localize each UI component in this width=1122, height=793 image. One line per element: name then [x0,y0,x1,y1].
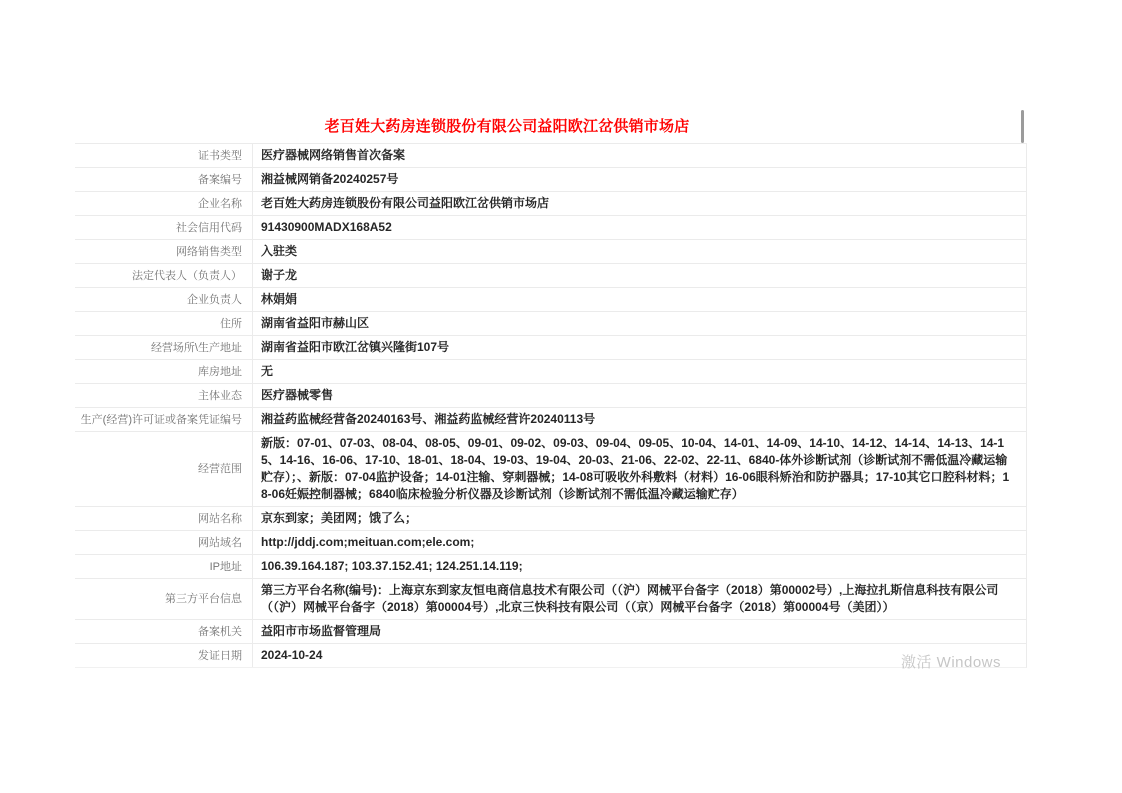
table-row [75,263,1026,287]
activate-windows-watermark: 激活 Windows [901,654,1002,671]
field-value: 新版：07-01、07-03、08-04、08-05、09-01、09-02、09-03、09-04、09-05、10-04、14-01、14-09、14-10、14-12、14-14、14-13、14-15、14-16、16-06、17-10、18-01、18-04、19-03、19-04、20-03、21-06、22-02、22-11、6840-体外诊断试剂（诊断试剂不需低温冷藏运输贮存）；、新版：07-04监护设备；14-01注输、穿刺器械；14-08可吸收外科敷料（材料）16-06眼科矫治和防护器具；17-10其它口腔科材料；18-06妊娠控制器械；6840临床检验分析仪器及诊断试剂（诊断试剂不需低温冷藏运输贮存） [261,436,1010,501]
table-row [75,287,1026,311]
table-row [75,143,1026,167]
field-value: 91430900MADX168A52 [261,220,392,234]
table-row [75,530,1026,554]
page-title: 老百姓大药房连锁股份有限公司益阳欧江岔供销市场店 [324,118,690,135]
field-value: 入驻类 [261,244,298,258]
field-label: 企业负责人 [75,288,253,311]
field-value: 老百姓大药房连锁股份有限公司益阳欧江岔供销市场店 [261,196,550,210]
field-value: 谢子龙 [261,268,298,282]
filing-table [75,143,1027,668]
field-value: 湖南省益阳市欧江岔镇兴隆街107号 [261,340,450,354]
field-value: 2024-10-24 [261,648,323,662]
field-value: 106.39.164.187; 103.37.152.41; 124.251.14.119; [261,559,523,573]
field-label: 企业名称 [75,192,253,215]
table-row [75,407,1026,431]
field-label: 备案机关 [75,620,253,643]
field-label: 生产(经营)许可证或备案凭证编号 [75,408,253,431]
field-label: 社会信用代码 [75,216,253,239]
field-value: 湖南省益阳市赫山区 [261,316,370,330]
field-value: 林娟娟 [261,292,298,306]
table-row [75,167,1026,191]
table-row [75,239,1026,263]
field-value: 京东到家；美团网；饿了么； [261,511,418,525]
field-label: 经营范围 [75,432,253,506]
vertical-scrollbar-thumb[interactable] [1021,110,1024,143]
field-value: 湘益药监械经营备20240163号、湘益药监械经营许20240113号 [261,412,596,426]
table-row [75,215,1026,239]
field-value: 湘益械网销备20240257号 [261,172,399,186]
field-label: 第三方平台信息 [75,579,253,619]
field-label: 网站域名 [75,531,253,554]
field-label: 网站名称 [75,507,253,530]
table-row [75,578,1026,619]
field-label: 法定代表人（负责人） [75,264,253,287]
table-row [75,383,1026,407]
field-value: 益阳市市场监督管理局 [261,624,382,638]
table-row [75,359,1026,383]
field-label: IP地址 [75,555,253,578]
table-row [75,506,1026,530]
field-value: http://jddj.com;meituan.com;ele.com; [261,535,475,549]
field-label: 证书类型 [75,144,253,167]
table-row [75,619,1026,643]
field-label: 网络销售类型 [75,240,253,263]
table-row [75,191,1026,215]
table-row [75,554,1026,578]
field-label: 库房地址 [75,360,253,383]
table-row [75,431,1026,506]
field-value: 第三方平台名称(编号)：上海京东到家友恒电商信息技术有限公司（（沪）网械平台备字（2018）第00002号）,上海拉扎斯信息科技有限公司（（沪）网械平台备字（2018）第00004号）,北京三快科技有限公司（（京）网械平台备字（2018）第00004号（美团）） [261,583,999,614]
field-label: 住所 [75,312,253,335]
table-row [75,335,1026,359]
field-label: 经营场所\生产地址 [75,336,253,359]
field-value: 医疗器械零售 [261,388,334,402]
field-label: 发证日期 [75,644,253,667]
field-value: 无 [261,364,274,378]
table-row [75,311,1026,335]
table-row [75,643,1026,667]
field-label: 主体业态 [75,384,253,407]
field-value: 医疗器械网络销售首次备案 [261,148,406,162]
field-label: 备案编号 [75,168,253,191]
